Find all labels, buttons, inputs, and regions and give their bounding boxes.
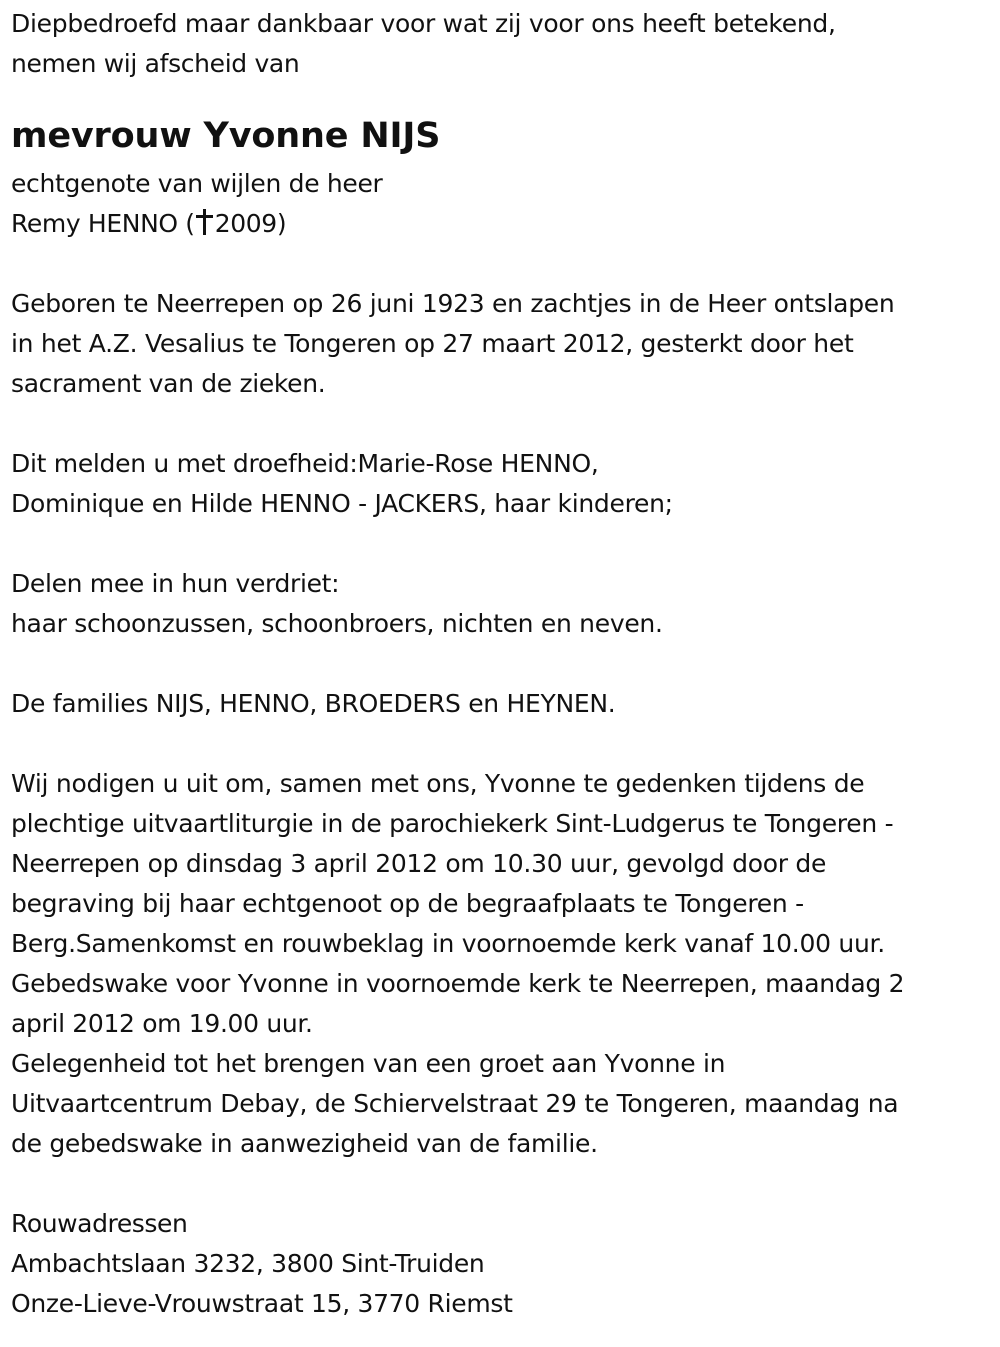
paragraph-line: Delen mee in hun verdriet: [11, 569, 340, 598]
paragraph-line: haar schoonzussen, schoonbroers, nichten en neven. [11, 609, 663, 638]
spouse-death-year: 2009) [214, 209, 287, 238]
paragraph-line: sacrament van de zieken. [11, 369, 326, 398]
paragraph-line: Neerrepen op dinsdag 3 april 2012 om 10.30 uur, gevolgd door de [11, 849, 827, 878]
spouse-info [11, 164, 991, 244]
shared-grief-paragraph [11, 564, 991, 644]
spacer [11, 1164, 991, 1204]
paragraph-line: april 2012 om 19.00 uur. [11, 1009, 313, 1038]
intro-line: nemen wij afscheid van [11, 49, 300, 78]
address-line: Ambachtslaan 3232, 3800 Sint-Truiden [11, 1249, 485, 1278]
ceremony-paragraph [11, 764, 991, 1164]
intro-text [11, 4, 991, 84]
deceased-name: mevrouw Yvonne NIJS [11, 116, 441, 156]
announcers-paragraph [11, 444, 991, 524]
intro-line: Diepbedroefd maar dankbaar voor wat zij voor ons heeft betekend, [11, 9, 836, 38]
spouse-line: echtgenote van wijlen de heer [11, 169, 383, 198]
cross-icon [196, 209, 212, 235]
paragraph-line: in het A.Z. Vesalius te Tongeren op 27 maart 2012, gesterkt door het [11, 329, 854, 358]
paragraph-line: Uitvaartcentrum Debay, de Schiervelstraat 29 te Tongeren, maandag na [11, 1089, 899, 1118]
addresses-heading: Rouwadressen [11, 1209, 188, 1238]
paragraph-line: Berg.Samenkomst en rouwbeklag in voornoemde kerk vanaf 10.00 uur. [11, 929, 885, 958]
spacer [11, 644, 991, 684]
paragraph-line: begraving bij haar echtgenoot op de begraafplaats te Tongeren - [11, 889, 804, 918]
spouse-name-line [11, 204, 991, 244]
paragraph-line: Gelegenheid tot het brengen van een groet aan Yvonne in [11, 1049, 726, 1078]
spacer [11, 404, 991, 444]
spacer [11, 524, 991, 564]
obituary-notice [11, 4, 991, 1324]
paragraph-line: Wij nodigen u uit om, samen met ons, Yvonne te gedenken tijdens de [11, 769, 865, 798]
addresses-section [11, 1204, 991, 1324]
spouse-name: Remy HENNO ( [11, 209, 195, 238]
paragraph-line: plechtige uitvaartliturgie in de parochiekerk Sint-Ludgerus te Tongeren - [11, 809, 894, 838]
paragraph-line: Dominique en Hilde HENNO - JACKERS, haar kinderen; [11, 489, 673, 518]
paragraph-line: de gebedswake in aanwezigheid van de familie. [11, 1129, 598, 1158]
spacer [11, 244, 991, 284]
paragraph-line: Geboren te Neerrepen op 26 juni 1923 en zachtjes in de Heer ontslapen [11, 289, 895, 318]
address-line: Onze-Lieve-Vrouwstraat 15, 3770 Riemst [11, 1289, 513, 1318]
birth-death-paragraph [11, 284, 991, 404]
spacer [11, 724, 991, 764]
families-line: De families NIJS, HENNO, BROEDERS en HEYNEN. [11, 689, 616, 718]
paragraph-line: Gebedswake voor Yvonne in voornoemde kerk te Neerrepen, maandag 2 [11, 969, 905, 998]
paragraph-line: Dit melden u met droefheid:Marie-Rose HENNO, [11, 449, 599, 478]
